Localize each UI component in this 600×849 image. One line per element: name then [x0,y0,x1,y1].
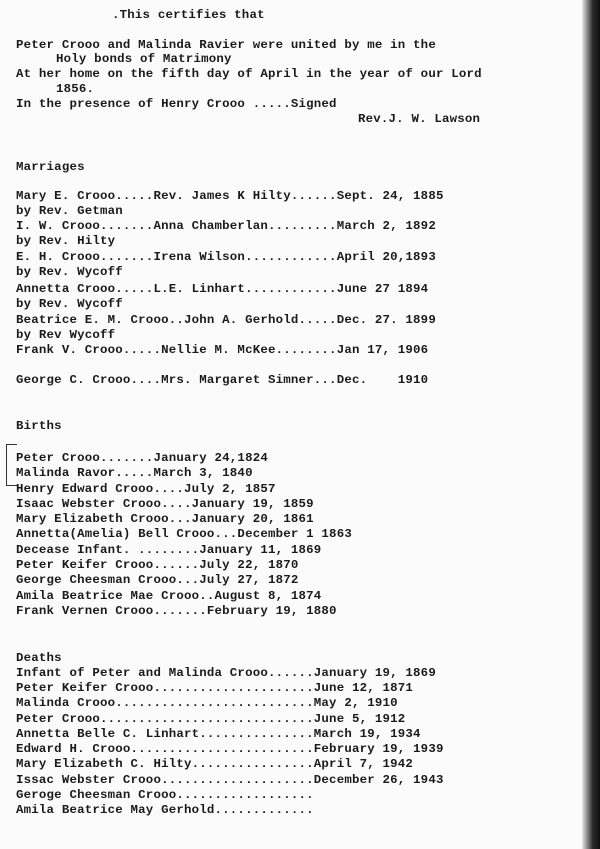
marriage-line: Annetta Crooo.....L.E. Linhart............June 27 1894 [16,282,429,296]
death-line: Annetta Belle C. Linhart...............March 19, 1934 [16,727,421,741]
birth-line: Frank Vernen Crooo.......February 19, 1880 [16,604,337,618]
marriage-line: by Rev. Getman [16,204,123,218]
scan-edge-shadow [582,0,600,849]
birth-line: Mary Elizabeth Crooo...January 20, 1861 [16,512,314,526]
birth-line: Decease Infant. ........January 11, 1869 [16,543,322,557]
marriages-title: Marriages [16,160,85,174]
certificate-line-2: Holy bonds of Matrimony [56,52,232,66]
marriage-line: Frank V. Crooo.....Nellie M. McKee........Jan 17, 1906 [16,343,429,357]
death-line: Geroge Cheesman Crooo.................. [16,788,314,802]
marriage-line: by Rev. Hilty [16,234,116,248]
marriage-line: Beatrice E. M. Crooo..John A. Gerhold.....Dec. 27. 1899 [16,313,436,327]
certificate-signature: Rev.J. W. Lawson [358,112,481,126]
birth-line: George Cheesman Crooo...July 27, 1872 [16,573,299,587]
death-line: Mary Elizabeth C. Hilty................April 7, 1942 [16,757,414,771]
birth-line: Peter Keifer Crooo......July 22, 1870 [16,558,299,572]
certificate-line-4: 1856. [56,82,95,96]
births-title: Births [16,419,62,433]
deaths-title: Deaths [16,651,62,665]
birth-line: Malinda Ravor.....March 3, 1840 [16,466,253,480]
death-line: Infant of Peter and Malinda Crooo......January 19, 1869 [16,666,436,680]
birth-line: Henry Edward Crooo....July 2, 1857 [16,482,276,496]
birth-line: Peter Crooo.......January 24,1824 [16,451,268,465]
marriage-line: I. W. Crooo.......Anna Chamberlan.........March 2, 1892 [16,219,436,233]
death-line: Edward H. Crooo........................February 19, 1939 [16,742,444,756]
certificate-line-1: Peter Crooo and Malinda Ravier were united by me in the [16,38,436,52]
death-line: Peter Keifer Crooo.....................June 12, 1871 [16,681,414,695]
birth-line: Annetta(Amelia) Bell Crooo...December 1 1863 [16,527,352,541]
marriage-line: by Rev Wycoff [16,328,116,342]
birth-line: Amila Beatrice Mae Crooo..August 8, 1874 [16,589,322,603]
certificate-header: .This certifies that [112,8,265,22]
marriage-line: by Rev. Wycoff [16,265,123,279]
marriage-line: E. H. Crooo.......Irena Wilson............April 20,1893 [16,250,436,264]
marriage-line: Mary E. Crooo.....Rev. James K Hilty......Sept. 24, 1885 [16,189,444,203]
marriage-line: George C. Crooo....Mrs. Margaret Simner...Dec. 1910 [16,373,429,387]
death-line: Peter Crooo............................June 5, 1912 [16,712,406,726]
birth-line: Isaac Webster Crooo....January 19, 1859 [16,497,314,511]
death-line: Malinda Crooo..........................May 2, 1910 [16,696,398,710]
death-line: Issac Webster Crooo....................December 26, 1943 [16,773,444,787]
certificate-line-5: In the presence of Henry Crooo .....Signed [16,97,337,111]
death-line: Amila Beatrice May Gerhold............. [16,803,314,817]
certificate-line-3: At her home on the fifth day of April in the year of our Lord [16,67,482,81]
marriage-line: by Rev. Wycoff [16,297,123,311]
